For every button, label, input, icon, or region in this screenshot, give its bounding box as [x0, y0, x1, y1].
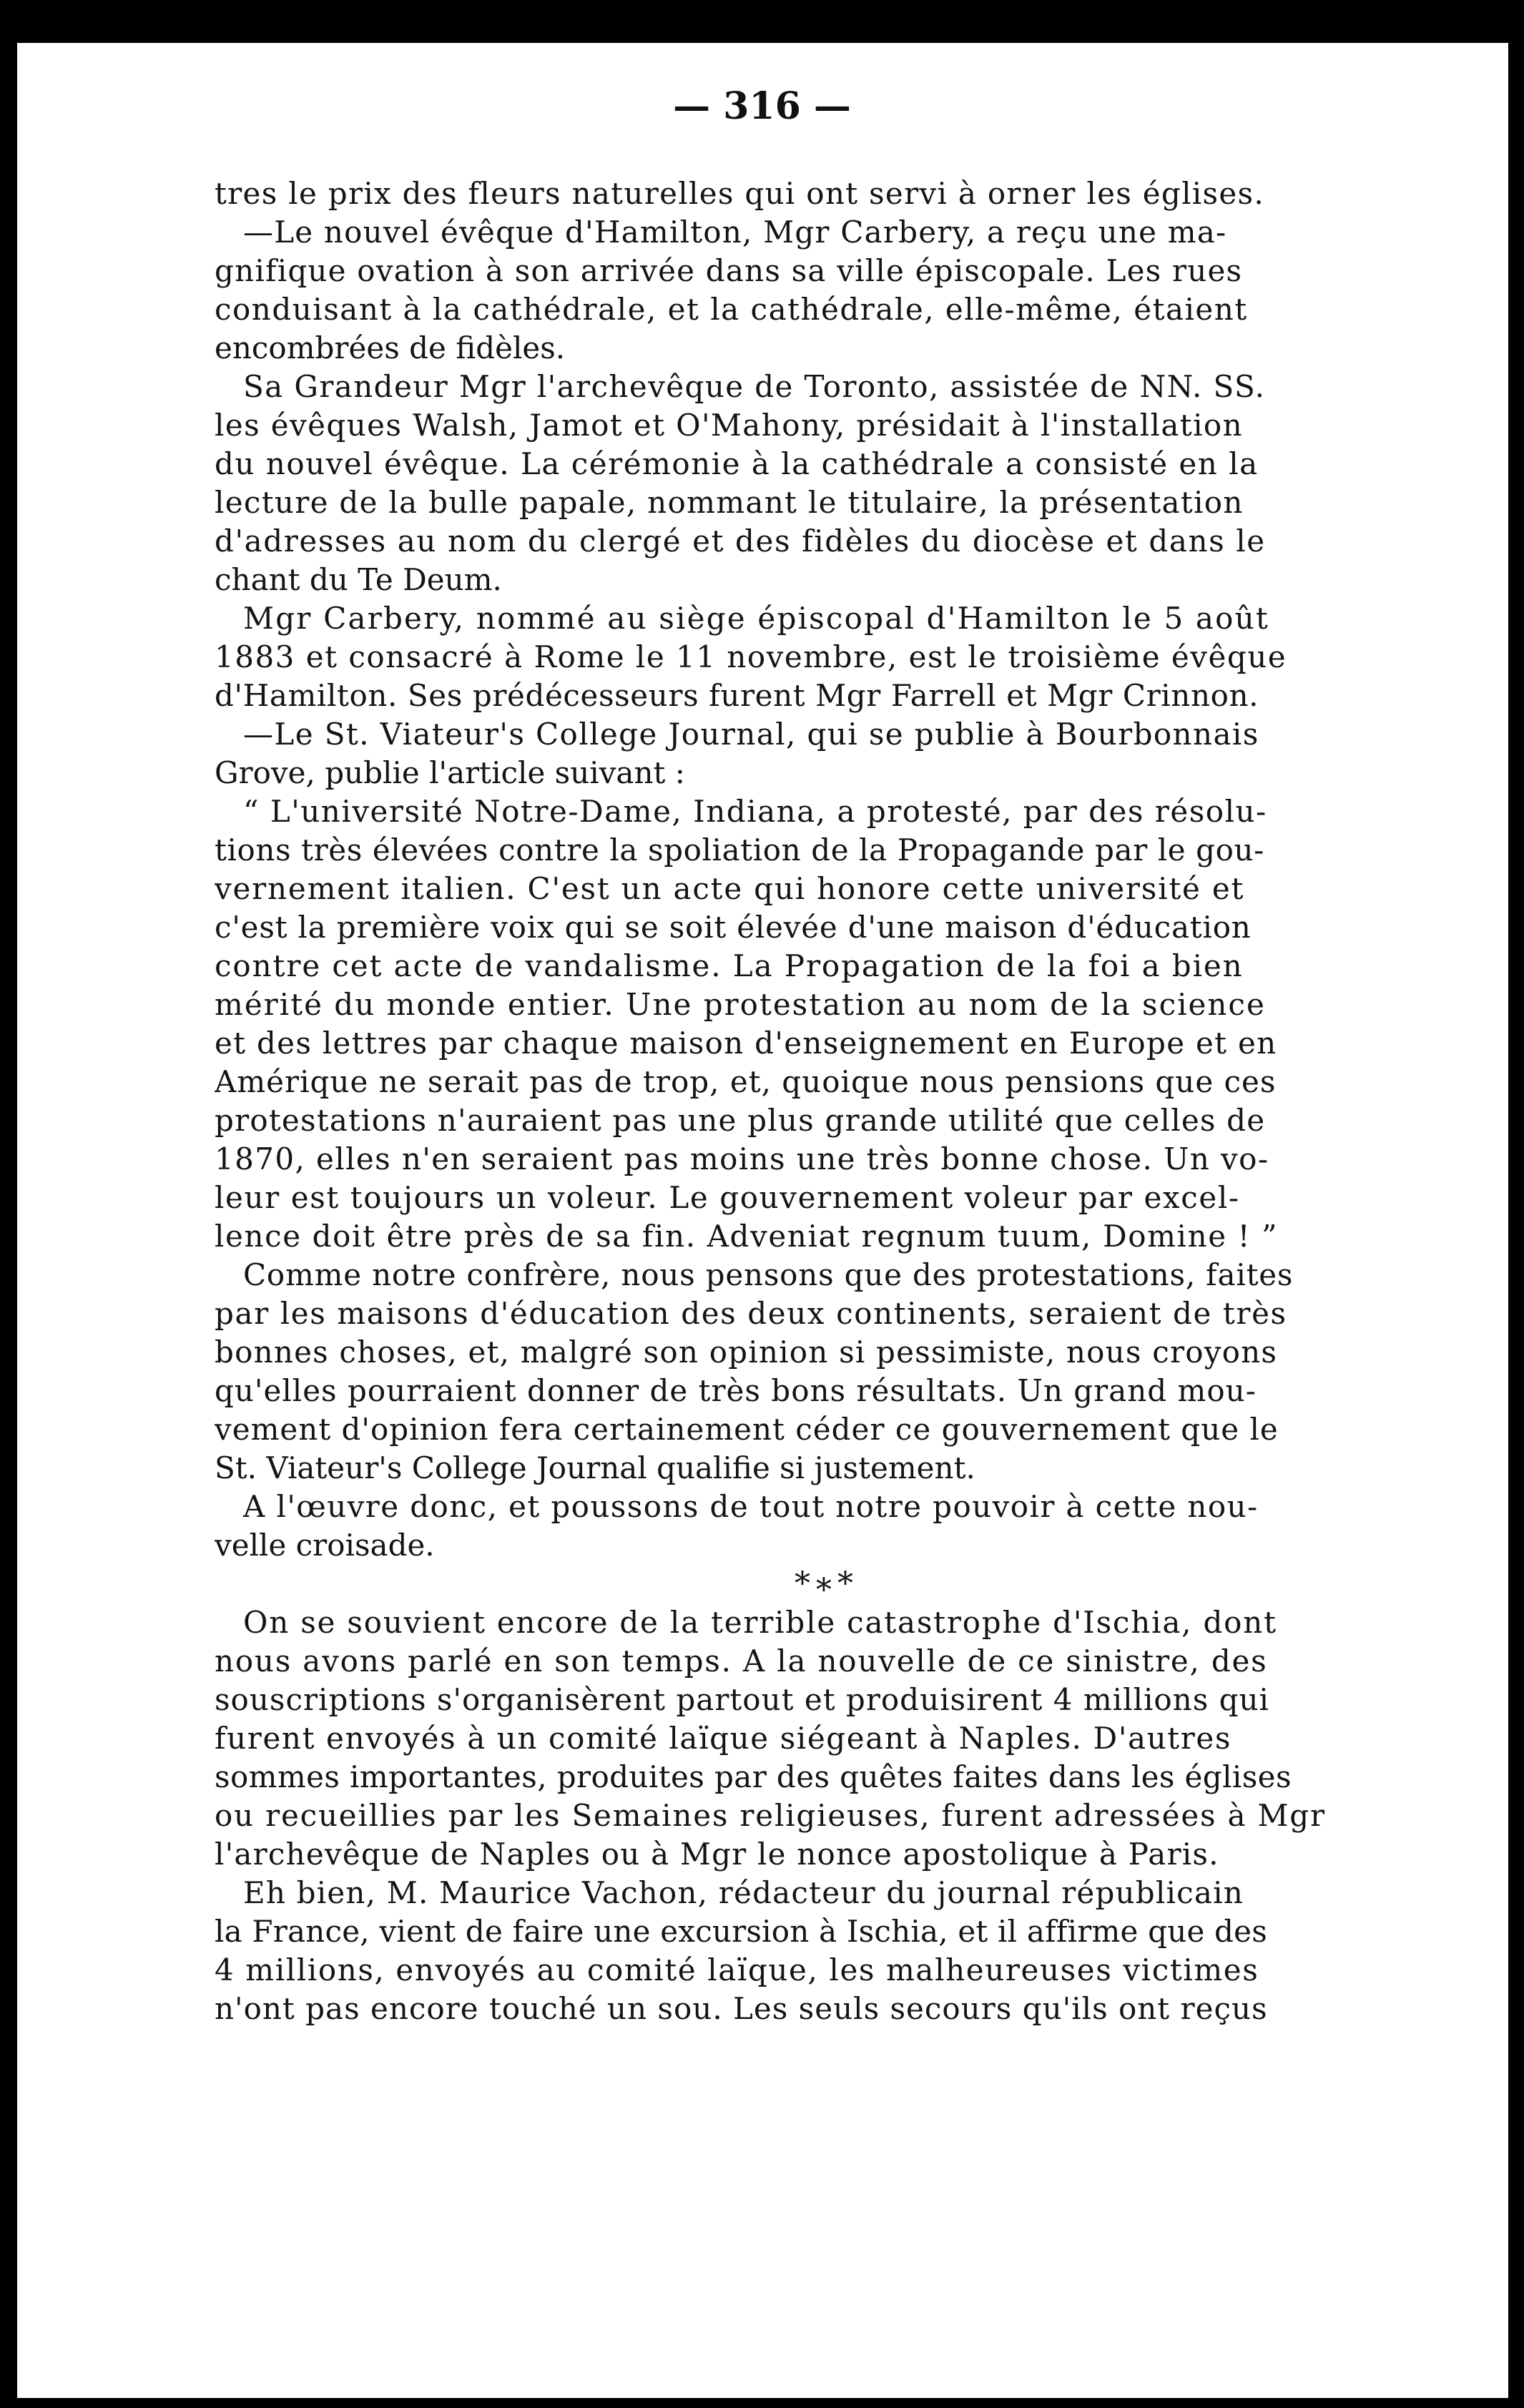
text-line: encombrées de fidèles. — [215, 330, 566, 365]
text-line: velle croisade. — [215, 1528, 435, 1563]
text-line: ou recueillies par les Semaines religieuses, furent adressées à Mgr — [215, 1798, 1326, 1833]
text-line: 4 millions, envoyés au comité laïque, les malheureuses victimes — [215, 1952, 1259, 1987]
text-line: 1870, elles n'en seraient pas moins une très bonne chose. Un vo- — [215, 1141, 1269, 1176]
text-line: tions très élevées contre la spoliation de la Propagande par le gou- — [215, 832, 1264, 868]
scan-border-right — [1508, 0, 1524, 2408]
text-line: Sa Grandeur Mgr l'archevêque de Toronto, assistée de NN. SS. — [243, 369, 1266, 404]
text-line: nous avons parlé en son temps. A la nouvelle de ce sinistre, des — [215, 1643, 1268, 1679]
text-line: “ L'université Notre-Dame, Indiana, a protesté, par des résolu- — [243, 794, 1267, 829]
text-line: lence doit être près de sa fin. Adveniat regnum tuum, Domine ! ” — [215, 1219, 1279, 1254]
text-line: tres le prix des fleurs naturelles qui ont servi à orner les églises. — [215, 176, 1265, 211]
text-line: du nouvel évêque. La cérémonie à la cathédrale a consisté en la — [215, 446, 1259, 481]
text-line: St. Viateur's College Journal qualifie si justement. — [215, 1450, 975, 1485]
text-line: vement d'opinion fera certainement céder ce gouvernement que le — [215, 1412, 1279, 1447]
section-separator: *∗* — [795, 1566, 856, 1602]
text-line: chant du Te Deum. — [215, 562, 502, 597]
text-line: conduisant à la cathédrale, et la cathédrale, elle-même, étaient — [215, 292, 1248, 327]
text-line: furent envoyés à un comité laïque siégeant à Naples. D'autres — [215, 1721, 1232, 1756]
text-line: par les maisons d'éducation des deux continents, seraient de très — [215, 1296, 1287, 1331]
text-line: souscriptions s'organisèrent partout et produisirent 4 millions qui — [215, 1682, 1269, 1717]
text-line: la France, vient de faire une excursion à Ischia, et il affirme que des — [215, 1914, 1267, 1949]
text-line: —Le St. Viateur's College Journal, qui se publie à Bourbonnais — [243, 717, 1259, 752]
text-line: Comme notre confrère, nous pensons que des protestations, faites — [243, 1257, 1294, 1292]
text-line: c'est la première voix qui se soit élevée d'une maison d'éducation — [215, 910, 1252, 945]
text-line: vernement italien. C'est un acte qui honore cette université et — [215, 871, 1245, 906]
text-line: qu'elles pourraient donner de très bons résultats. Un grand mou- — [215, 1373, 1257, 1408]
text-line: Grove, publie l'article suivant : — [215, 755, 685, 790]
text-line: mérité du monde entier. Une protestation au nom de la science — [215, 987, 1266, 1022]
text-line: Amérique ne serait pas de trop, et, quoique nous pensions que ces — [215, 1064, 1277, 1099]
text-line: On se souvient encore de la terrible catastrophe d'Ischia, dont — [243, 1605, 1277, 1640]
text-line: lecture de la bulle papale, nommant le titulaire, la présentation — [215, 485, 1244, 520]
scan-border-top — [0, 0, 1524, 43]
text-line: A l'œuvre donc, et poussons de tout notre pouvoir à cette nou- — [243, 1489, 1259, 1524]
text-line: gnifique ovation à son arrivée dans sa ville épiscopale. Les rues — [215, 253, 1243, 288]
body-text — [215, 175, 1436, 2028]
text-line: protestations n'auraient pas une plus grande utilité que celles de — [215, 1103, 1266, 1138]
text-line: contre cet acte de vandalisme. La Propagation de la foi a bien — [215, 948, 1244, 983]
text-line: bonnes choses, et, malgré son opinion si pessimiste, nous croyons — [215, 1335, 1278, 1370]
text-line: sommes importantes, produites par des quêtes faites dans les églises — [215, 1759, 1292, 1794]
text-line: Mgr Carbery, nommé au siège épiscopal d'Hamilton le 5 août — [243, 601, 1269, 636]
text-line: d'Hamilton. Ses prédécesseurs furent Mgr Farrell et Mgr Crinnon. — [215, 678, 1259, 713]
text-line: n'ont pas encore touché un sou. Les seuls secours qu'ils ont reçus — [215, 1991, 1268, 2026]
scan-border-bottom — [0, 2398, 1524, 2408]
text-line: les évêques Walsh, Jamot et O'Mahony, présidait à l'installation — [215, 408, 1244, 443]
text-line: et des lettres par chaque maison d'enseignement en Europe et en — [215, 1026, 1277, 1061]
text-line: l'archevêque de Naples ou à Mgr le nonce apostolique à Paris. — [215, 1837, 1219, 1872]
scan-border-left — [0, 0, 17, 2408]
text-line: d'adresses au nom du clergé et des fidèles du diocèse et dans le — [215, 524, 1266, 559]
text-line: —Le nouvel évêque d'Hamilton, Mgr Carbery, a reçu une ma- — [243, 215, 1227, 250]
page-number: — 316 — — [673, 84, 851, 128]
text-line: Eh bien, M. Maurice Vachon, rédacteur du journal républicain — [243, 1875, 1244, 1910]
text-line: leur est toujours un voleur. Le gouvernement voleur par excel- — [215, 1180, 1240, 1215]
text-line: 1883 et consacré à Rome le 11 novembre, est le troisième évêque — [215, 639, 1287, 674]
